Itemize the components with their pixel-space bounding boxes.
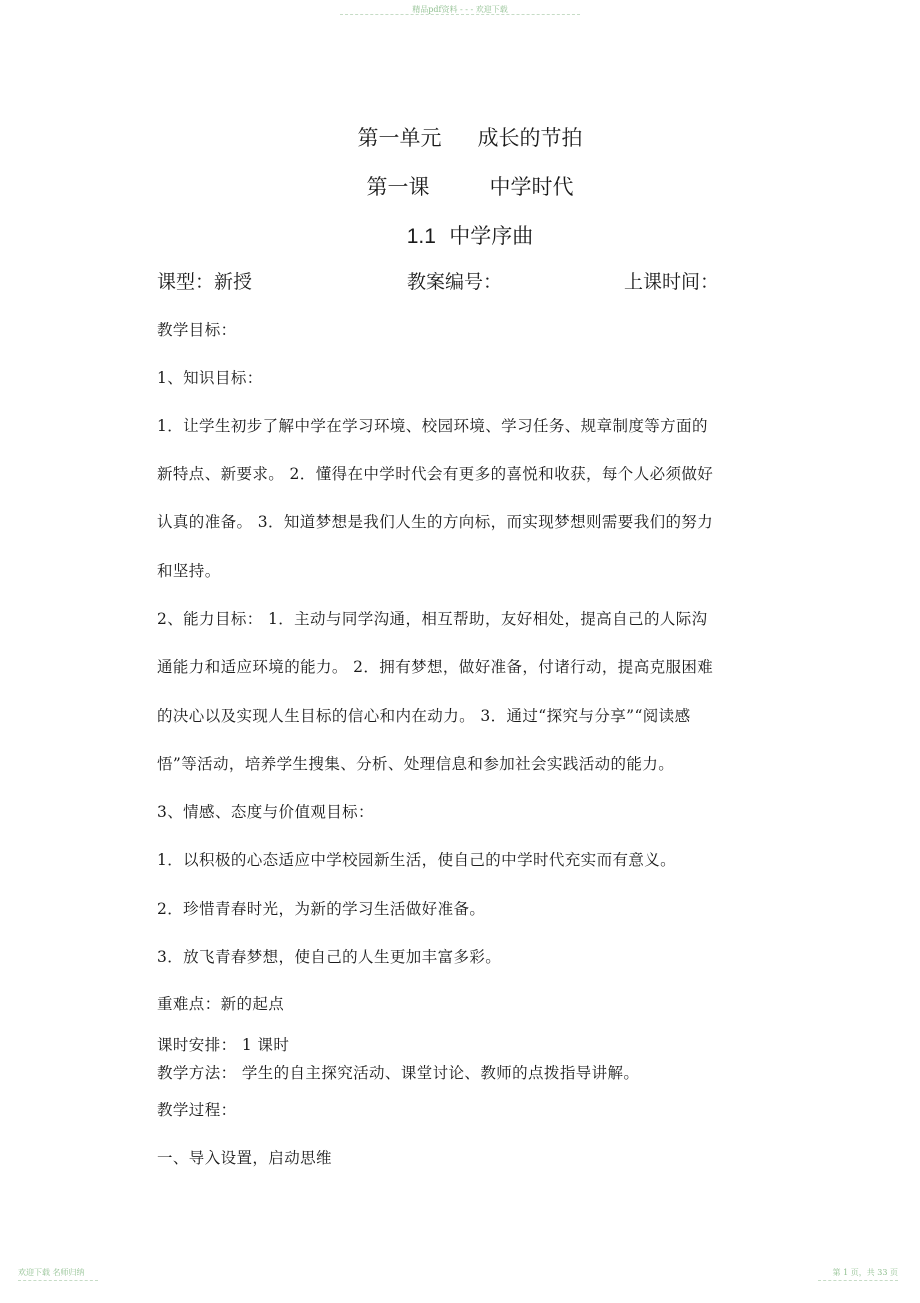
- watermark-footer-left: 欢迎下载 名师归纳: [18, 1268, 85, 1277]
- section-number: 1.1: [406, 225, 436, 248]
- objectives-heading: 教学目标：: [157, 321, 237, 339]
- knowledge-line-4: 和坚持。: [157, 562, 221, 580]
- ability-line-1: 2、能力目标： 1．主动与同学沟通，相互帮助，友好相处，提高自己的人际沟: [157, 610, 708, 628]
- section-heading: [0, 220, 920, 250]
- step-1-heading: 一、导入设置，启动思维: [157, 1149, 332, 1167]
- class-time: 上课时间：: [624, 271, 720, 293]
- knowledge-heading: 1、知识目标：: [157, 369, 263, 387]
- lesson-type: 课型：新授: [157, 271, 253, 293]
- unit-label: 第一单元: [357, 126, 442, 150]
- plan-number: 教案编号：: [407, 271, 503, 293]
- ability-line-4: 悟”等活动，培养学生搜集、分析、处理信息和参加社会实践活动的能力。: [157, 755, 675, 773]
- process-heading: 教学过程：: [157, 1101, 237, 1119]
- emotion-line-1: 1．以积极的心态适应中学校园新生活，使自己的中学时代充实而有意义。: [157, 851, 677, 869]
- lesson-label: 第一课: [366, 175, 430, 199]
- watermark-top: 精品pdf资料 - - - 欢迎下载: [412, 5, 508, 14]
- knowledge-line-2: 新特点、新要求。 2．懂得在中学时代会有更多的喜悦和收获，每个人必须做好: [157, 465, 714, 483]
- knowledge-line-3: 认真的准备。 3．知道梦想是我们人生的方向标，而实现梦想则需要我们的努力: [157, 513, 714, 531]
- emotion-heading: 3、情感、态度与价值观目标：: [157, 803, 374, 821]
- unit-title: 成长的节拍: [477, 126, 583, 150]
- footer-divider-left: [18, 1280, 98, 1281]
- ability-line-2: 通能力和适应环境的能力。 2．拥有梦想，做好准备，付诸行动，提高克服困难: [157, 658, 714, 676]
- page-indicator: 第 1 页，共 33 页: [832, 1268, 898, 1277]
- key-points: 重难点：新的起点: [157, 995, 285, 1013]
- footer-divider-right: [818, 1280, 898, 1281]
- emotion-line-2: 2．珍惜青春时光，为新的学习生活做好准备。: [157, 900, 486, 918]
- unit-heading: [0, 122, 920, 152]
- ability-line-3: 的决心以及实现人生目标的信心和内在动力。 3．通过“探究与分享”“阅读感: [157, 707, 691, 725]
- lesson-title: 中学时代: [489, 175, 574, 199]
- section-title: 中学序曲: [449, 224, 534, 248]
- watermark-divider: [340, 14, 580, 15]
- lesson-heading: [0, 171, 920, 201]
- teaching-methods: 教学方法： 学生的自主探究活动、课堂讨论、教师的点拨指导讲解。: [157, 1064, 640, 1082]
- schedule: 课时安排： 1 课时: [157, 1036, 290, 1054]
- emotion-line-3: 3．放飞青春梦想，使自己的人生更加丰富多彩。: [157, 948, 502, 966]
- knowledge-line-1: 1．让学生初步了解中学在学习环境、校园环境、学习任务、规章制度等方面的: [157, 417, 708, 435]
